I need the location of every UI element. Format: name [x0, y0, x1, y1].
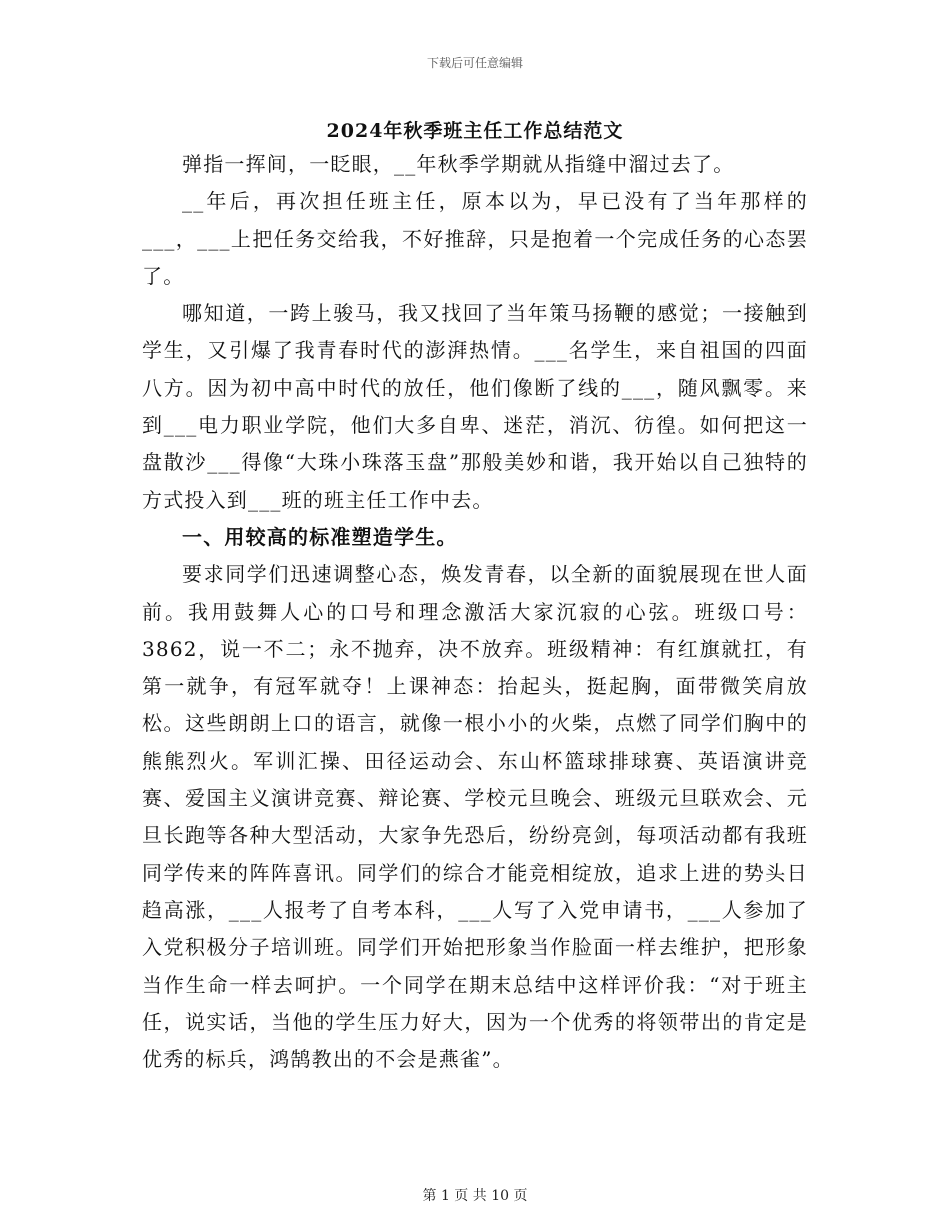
paragraph: 哪知道，一跨上骏马，我又找回了当年策马扬鞭的感觉；一接触到学生，又引爆了我青春时代的澎湃热情。___名学生，来自祖国的四面八方。因为初中高中时代的放任，他们像断了线的___，随风飘零。来到___电力职业学院，他们大多自卑、迷茫，消沉、彷徨。如何把这一盘散沙___得像“大珠小珠落玉盘”那般美妙和谐，我开始以自己独特的方式投入到___班的班主任工作中去。 [142, 301, 808, 512]
paragraph: __年后，再次担任班主任，原本以为，早已没有了当年那样的___，___上把任务交给我，不好推辞，只是抱着一个完成任务的心态罢了。 [142, 189, 808, 288]
document-body [142, 146, 808, 1078]
paragraph: 弹指一挥间，一眨眼，__年秋季学期就从指缝中溜过去了。 [182, 152, 735, 176]
section-paragraph: 要求同学们迅速调整心态，焕发青春，以全新的面貌展现在世人面前。我用鼓舞人心的口号和理念激活大家沉寂的心弦。班级口号：3862，说一不二；永不抛弃，决不放弃。班级精神：有红旗就扛，有第一就争，有冠军就夺！上课神态：抬起头，挺起胸，面带微笑肩放松。这些朗朗上口的语言，就像一根小小的火柴，点燃了同学们胸中的熊熊烈火。军训汇操、田径运动会、东山杯篮球排球赛、英语演讲竞赛、爱国主义演讲竞赛、辩论赛、学校元旦晚会、班级元旦联欢会、元旦长跑等各种大型活动，大家争先恐后，纷纷亮剑，每项活动都有我班同学传来的阵阵喜讯。同学们的综合才能竞相绽放，追求上进的势头日趋高涨，___人报考了自考本科，___人写了入党申请书，___人参加了入党积极分子培训班。同学们开始把形象当作脸面一样去维护，把形象当作生命一样去呵护。一个同学在期末总结中这样评价我：“对于班主任，说实话，当他的学生压力好大，因为一个优秀的将领带出的肯定是优秀的标兵，鸿鹄教出的不会是燕雀”。 [142, 562, 808, 1072]
document-title: 2024年秋季班主任工作总结范文 [326, 120, 624, 142]
page-footer: 第 1 页 共 10 页 [422, 1188, 528, 1204]
section-heading: 一、用较高的标准塑造学生。 [182, 524, 458, 549]
page-header: 下载后可任意编辑 [426, 56, 523, 70]
